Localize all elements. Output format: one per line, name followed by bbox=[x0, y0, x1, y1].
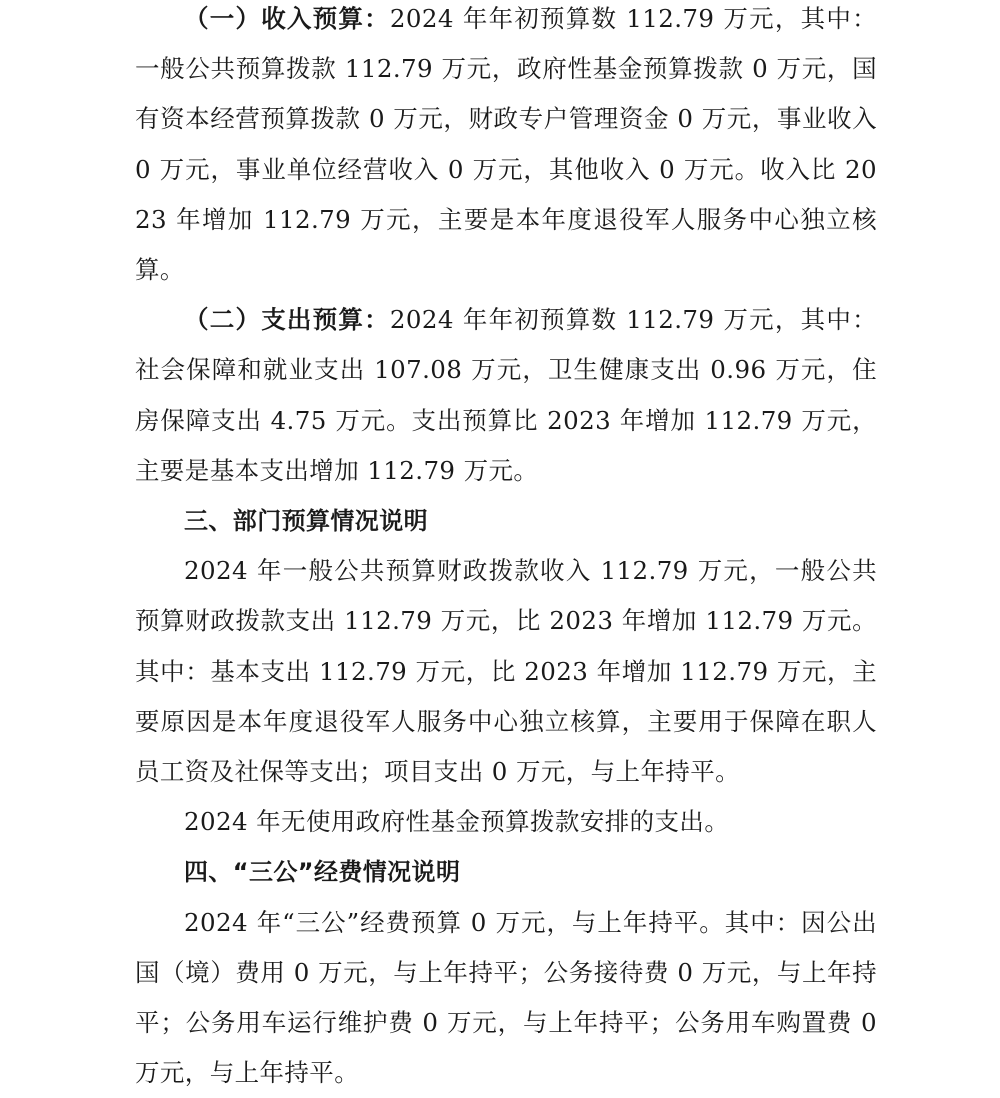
income-budget-lead: （一）收入预算： bbox=[184, 4, 390, 33]
document-page bbox=[135, 0, 877, 1098]
expense-budget-text: 2024 年年初预算数 112.79 万元，其中：社会保障和就业支出 107.08 万元，卫生健康支出 0.96 万元，住房保障支出 4.75 万元。支出预算比 2023 年增加 112.79 万元，主要是基本支出增加 112.79 万元。 bbox=[135, 305, 877, 485]
three-public-paragraph: 2024 年“三公”经费预算 0 万元，与上年持平。其中：因公出国（境）费用 0 万元，与上年持平；公务接待费 0 万元，与上年持平；公务用车运行维护费 0 万元，与上年持平；公务用车购置费 0 万元，与上年持平。 bbox=[135, 907, 877, 1088]
dept-budget-paragraph-1: 2024 年一般公共预算财政拨款收入 112.79 万元，一般公共预算财政拨款支出 112.79 万元，比 2023 年增加 112.79 万元。其中：基本支出 112.79 万元，比 2023 年增加 112.79 万元，主要原因是本年度退役军人服务中心独立核算，主要用于保障在职人员工资及社保等支出；项目支出 0 万元，与上年持平。 bbox=[135, 556, 877, 787]
three-public-heading: 四、“三公”经费情况说明 bbox=[184, 858, 461, 887]
expense-budget-paragraph bbox=[135, 295, 877, 496]
income-budget-paragraph bbox=[135, 0, 877, 295]
income-budget-text: 2024 年年初预算数 112.79 万元，其中：一般公共预算拨款 112.79 万元，政府性基金预算拨款 0 万元，国有资本经营预算拨款 0 万元，财政专户管理资金 0 万元，事业收入 0 万元，事业单位经营收入 0 万元，其他收入 0 万元。收入比 2023 年增加 112.79 万元，主要是本年度退役军人服务中心独立核算。 bbox=[135, 4, 877, 285]
expense-budget-lead: （二）支出预算： bbox=[184, 305, 390, 335]
dept-budget-heading: 三、部门预算情况说明 bbox=[184, 507, 428, 536]
dept-budget-paragraph-2: 2024 年无使用政府性基金预算拨款安排的支出。 bbox=[184, 807, 730, 837]
